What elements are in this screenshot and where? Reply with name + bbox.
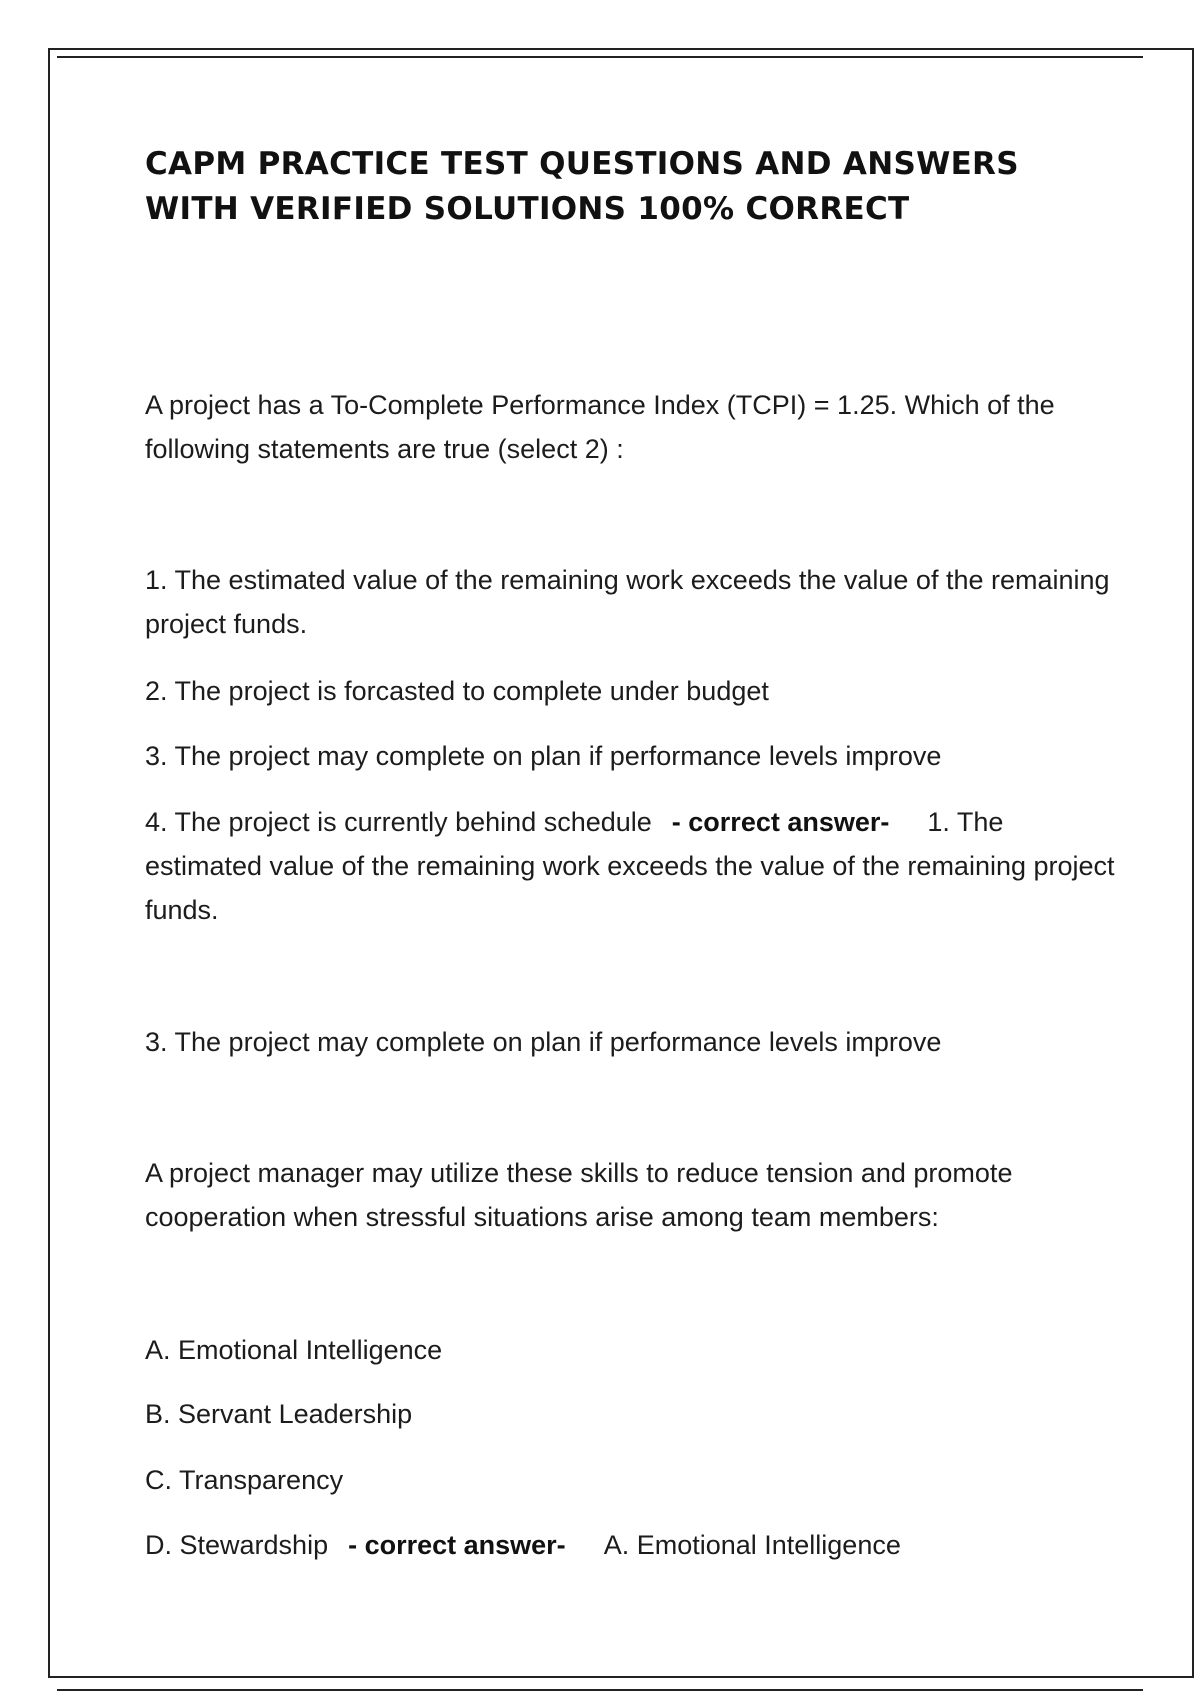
bottom-rule [57, 1689, 1143, 1691]
question-1-option-3: 3. The project may complete on plan if performance levels improve [145, 741, 942, 771]
question-1-prompt: A project has a To-Complete Performance Index (TCPI) = 1.25. Which of the following statements are true (select 2) : [145, 390, 1055, 464]
question-2-answer: A. Emotional Intelligence [603, 1530, 901, 1560]
correct-answer-label: - correct answer- [671, 807, 890, 837]
question-2-option-b: B. Servant Leadership [145, 1399, 413, 1429]
title-line-2: WITH VERIFIED SOLUTIONS 100% CORRECT [145, 191, 910, 227]
question-2-option-d: D. Stewardship [145, 1530, 329, 1560]
question-1-answer-1: 1. The estimated value of the remaining work exceeds the value of the remaining project funds. [145, 807, 1115, 925]
question-1-option-1: 1. The estimated value of the remaining work exceeds the value of the remaining project funds. [145, 565, 1110, 639]
correct-answer-label: - correct answer- [348, 1530, 566, 1560]
title-line-1: CAPM PRACTICE TEST QUESTIONS AND ANSWERS [145, 146, 1019, 182]
top-rule [57, 56, 1143, 58]
question-2-prompt: A project manager may utilize these skills to reduce tension and promote cooperation when stressful situations arise among team members: [145, 1158, 1013, 1232]
question-2-option-a: A. Emotional Intelligence [145, 1335, 443, 1365]
question-1-option-2: 2. The project is forcasted to complete under budget [145, 676, 769, 706]
question-1-answer-2: 3. The project may complete on plan if performance levels improve [145, 1027, 942, 1057]
question-1-option-4-with-answer [145, 800, 1125, 932]
question-2-option-c: C. Transparency [145, 1465, 344, 1495]
question-2-option-d-with-answer [145, 1523, 1125, 1567]
document-title [145, 142, 1105, 232]
question-1-option-4: 4. The project is currently behind schedule [145, 807, 652, 837]
